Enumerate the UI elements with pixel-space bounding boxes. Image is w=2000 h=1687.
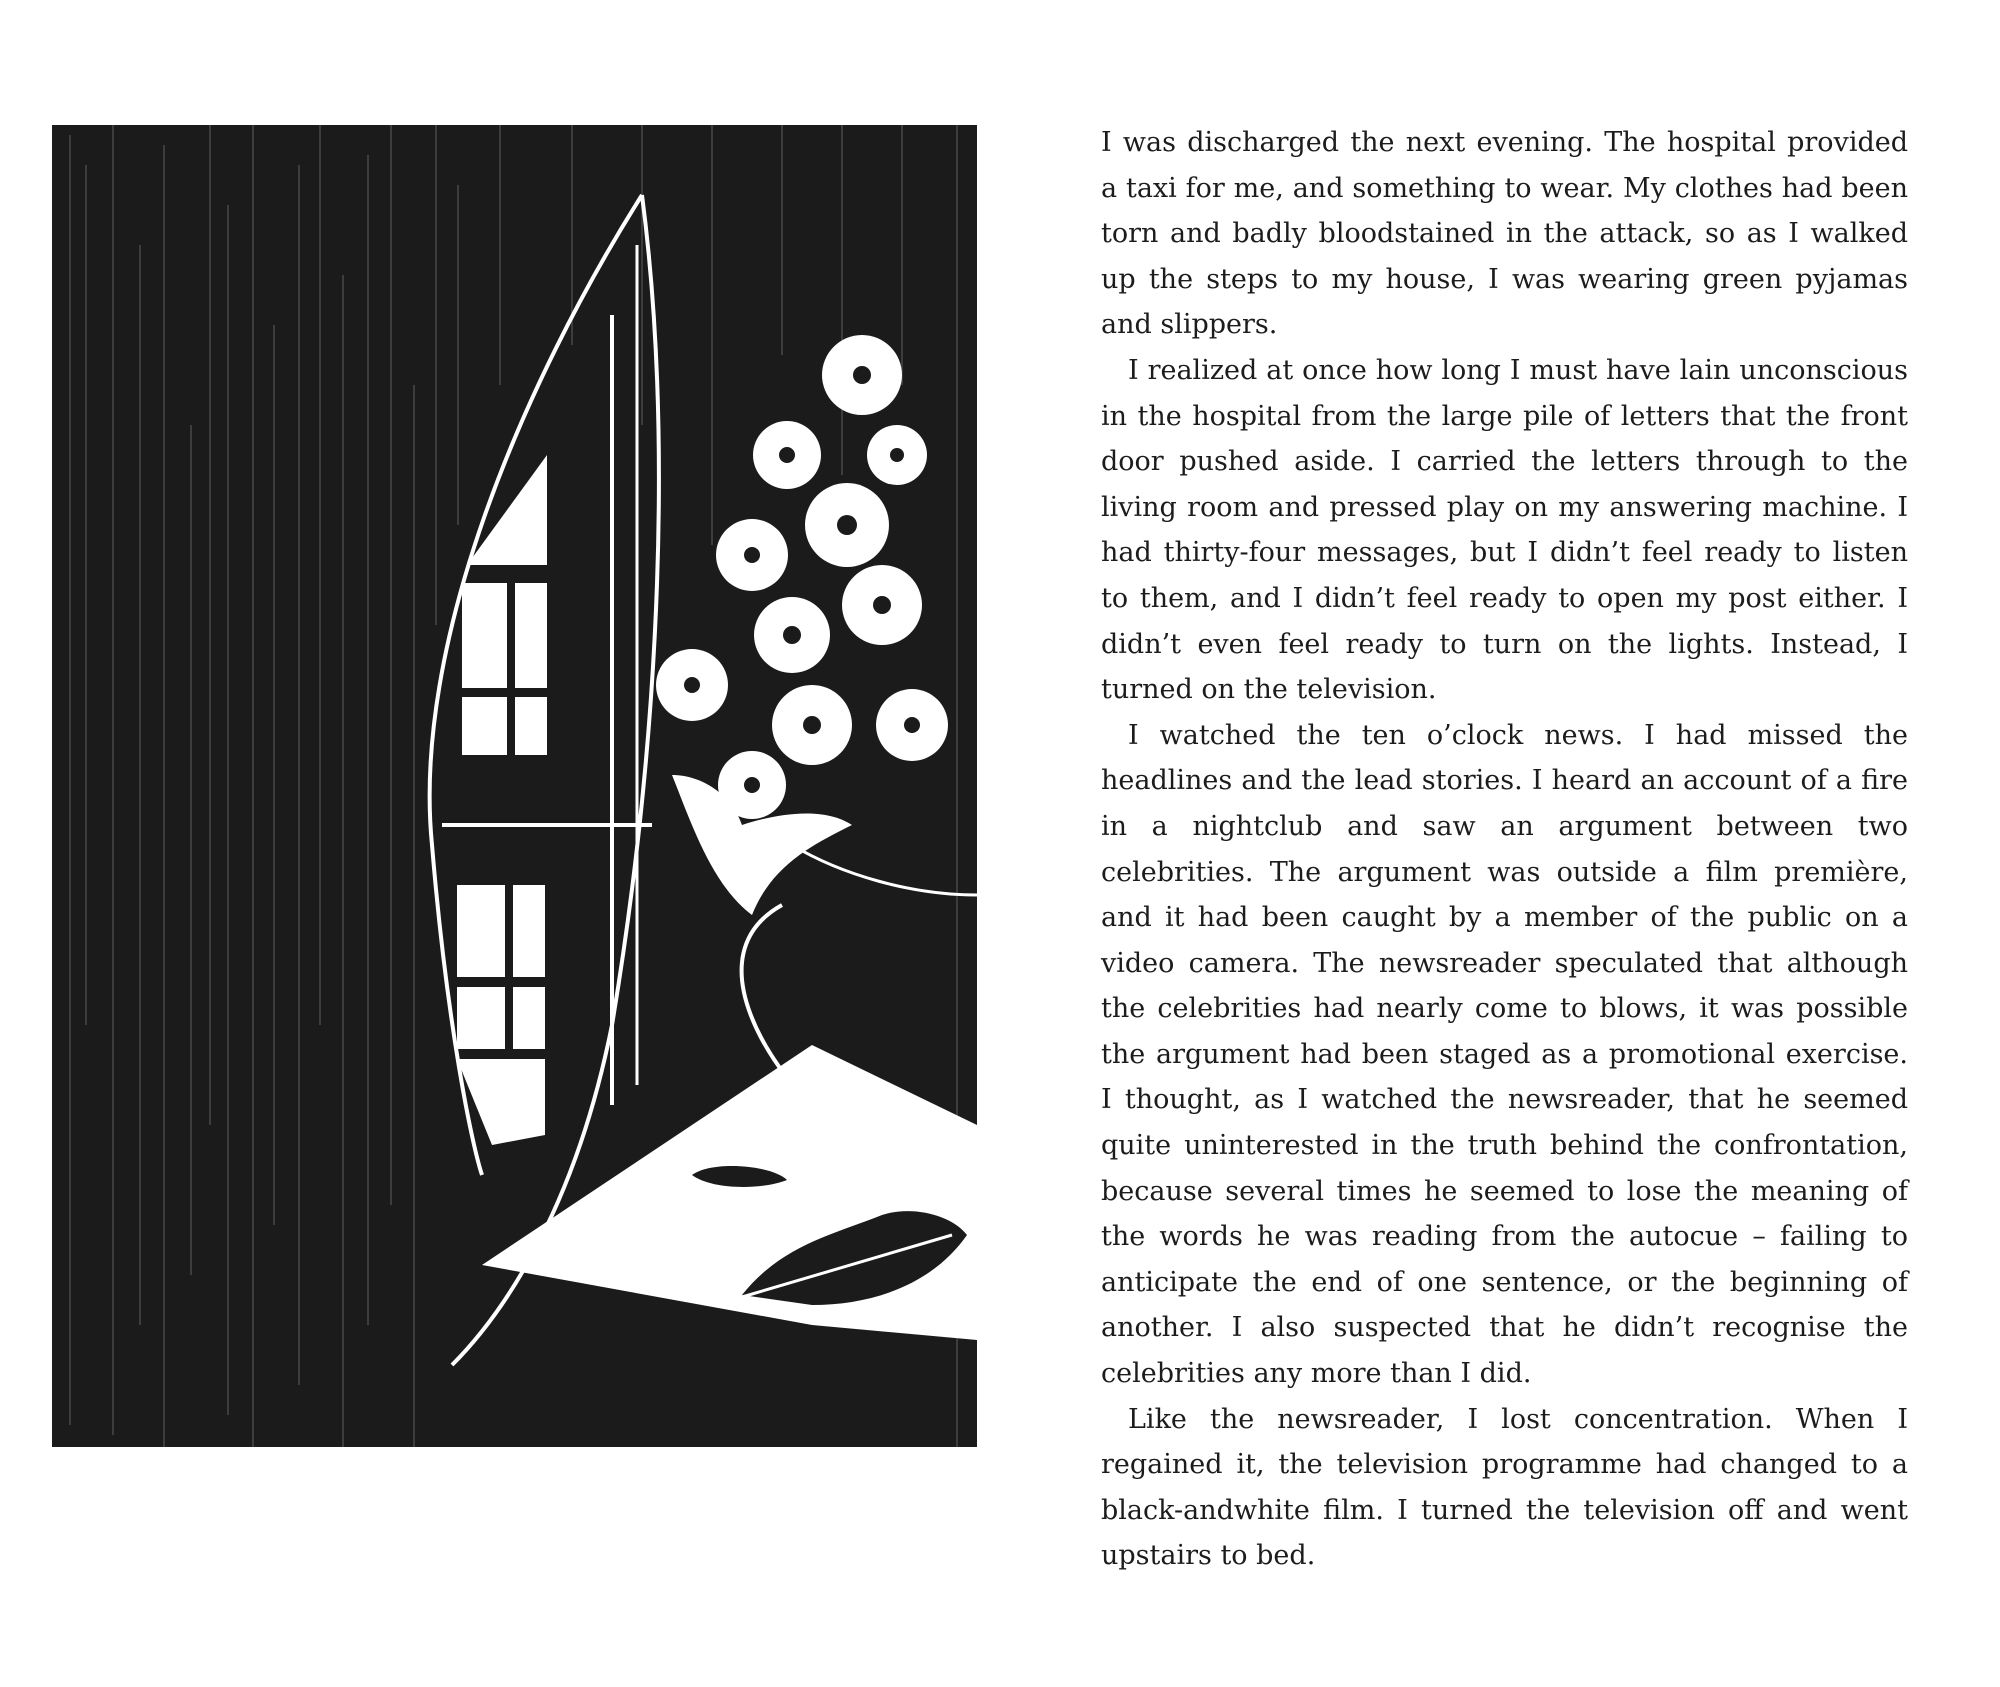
paragraph-4: Like the newsreader, I lost concentration. When I regained it, the television programme had changed to a black-andwhite film. I turned the television off and went upstairs to bed. [1101, 1403, 1908, 1572]
paragraph-2: I realized at once how long I must have lain unconscious in the hospital from the large pile of letters that the front door pushed aside. I carried the letters through to the living room and pressed play on my answering machine. I had thirty-four messages, but I didn’t feel ready to listen to them, and I didn’t feel ready to open my post either. I didn’t even feel ready to turn on the lights. Instead, I turned on the television. [1101, 354, 1908, 706]
woodcut-illustration [52, 125, 977, 1447]
woodcut-artwork [52, 125, 977, 1447]
paragraph-3: I watched the ten o’clock news. I had missed the headlines and the lead stories. I heard an account of a fire in a nightclub and saw an argument between two celebrities. The argument was outside a film première, and it had been caught by a member of the public on a video camera. The newsreader speculated that although the celebrities had nearly come to blows, it was possible the argument had been staged as a promotional exercise. I thought, as I watched the newsreader, that he seemed quite uninterested in the truth behind the confrontation, because several times he seemed to lose the meaning of the words he was reading from the autocue – failing to anticipate the end of one sentence, or the beginning of another. I also suspected that he didn’t recognise the celebrities any more than I did. [1101, 719, 1908, 1390]
body-text [1101, 120, 1908, 1579]
paragraph-1: I was discharged the next evening. The hospital provided a taxi for me, and something to wear. My clothes had been torn and badly bloodstained in the attack, so as I walked up the steps to my house, I was wearing green pyjamas and slippers. [1101, 127, 1908, 341]
